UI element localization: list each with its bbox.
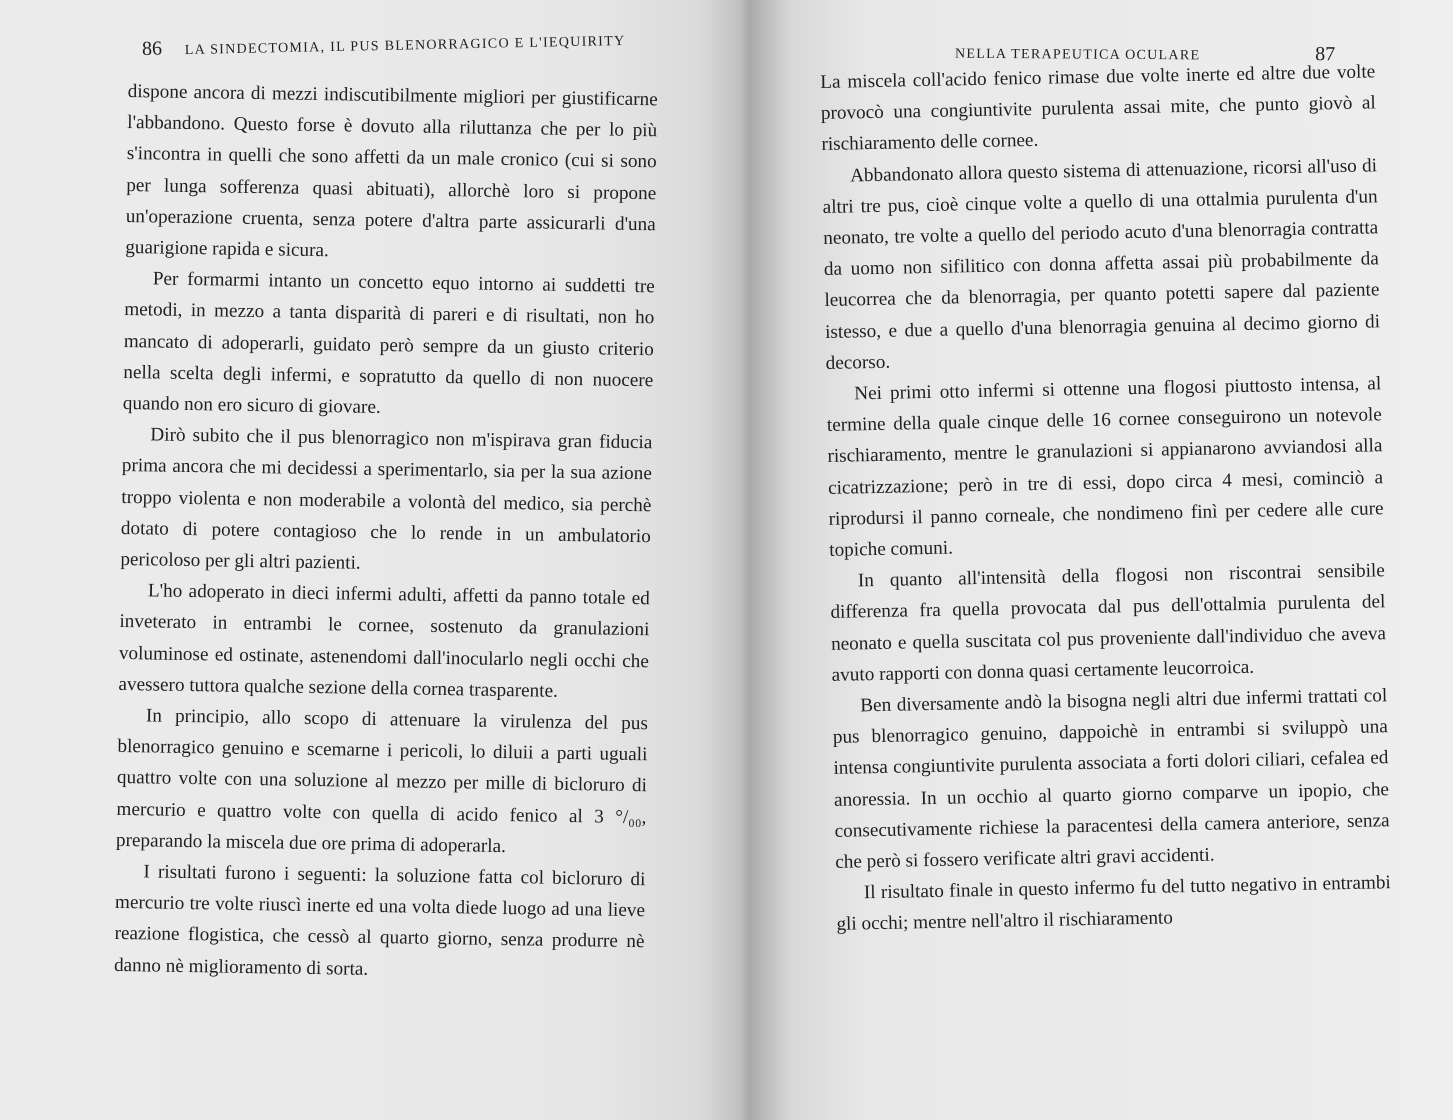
left-paragraph-2: Per formarmi intanto un concetto equo intorno ai suddetti tre metodi, in mezzo a tanta disparità di pareri e di risultati, non ho mancato di adoperarli, guidato però sempre da un giusto criterio nella scelta degli infermi, e sopratutto da quello di non nuocere quando non ero sicuro di giovare. bbox=[122, 268, 655, 419]
right-paragraph-3: Nei primi otto infermi si ottenne una flogosi piuttosto intensa, al termine della quale cinque delle 16 cornee conseguirono un notevole rischiaramento, mentre le granulazioni si appianarono avviandosi alla cicatrizzazione; però in tre di essi, dopo circa 4 mesi, cominciò a riprodursi il panno corneale, che nondimeno finì per cedere alle cure topiche comuni. bbox=[826, 373, 1384, 561]
left-paragraph-6: I risultati furono i seguenti: la soluzione fatta col bicloruro di mercurio tre volte riuscì inerte ed una volta diede luogo ad una lieve reazione flogistica, che cessò al quarto giorno, senza produrre nè danno nè miglioramento di sorta. bbox=[113, 861, 646, 980]
left-paragraph-4: L'ho adoperato in dieci infermi adulti, affetti da panno totale ed inveterato in entrambi le cornee, sostenuto da granulazioni voluminose ed ostinate, astenendomi dall'inocularlo negli occhi che avessero tuttora qualche sezione della cornea trasparente. bbox=[118, 580, 651, 702]
left-page-body bbox=[114, 76, 658, 989]
right-page-body bbox=[820, 56, 1392, 940]
left-page bbox=[0, 0, 726, 1120]
left-paragraph-3: Dirò subito che il pus blenorragico non m'ispirava gran fiducia prima ancora che mi decidessi a sperimentarlo, sia per la sua azione troppo violenta e non moderabile a volontà del medico, sia perchè dotato di potere contagioso che lo rende in un ambulatorio pericoloso per gli altri pazienti. bbox=[120, 424, 653, 574]
right-page bbox=[760, 0, 1453, 1120]
left-paragraph-5: In principio, allo scopo di attenuare la virulenza del pus blenorragico genuino e scemarne i pericoli, lo diluii a parti uguali quattro volte con una soluzione al mezzo per mille di bicloruro di mercurio e quattro volte con quella di acido fenico al 3 °/₀₀, preparando la miscela due ore prima di adoperarla. bbox=[115, 705, 649, 857]
left-page-number: 86 bbox=[141, 37, 163, 60]
left-running-head-title: LA SINDECTOMIA, IL PUS BLENORRAGICO E L'IEQUIRITY bbox=[184, 33, 626, 59]
right-page-number: 87 bbox=[1315, 43, 1336, 66]
right-running-head-title: NELLA TERAPEUTICA OCULARE bbox=[954, 46, 1201, 64]
left-running-head bbox=[142, 28, 626, 61]
right-paragraph-5: Ben diversamente andò la bisogna negli altri due infermi trattati col pus blenorragico genuino, dappoichè in entrambi si sviluppò una intensa congiuntivite purulenta associata a forti dolori ciliari, cefalea ed anoressia. In un occhio al quarto giorno comparve un ipopio, che consecutivamente richiese la paracentesi della camera anteriore, senza che però si fossero verificate altri gravi accidenti. bbox=[832, 685, 1390, 873]
right-paragraph-1: La miscela coll'acido fenico rimase due volte inerte ed altre due volte provocò una congiuntivite purulenta assai mite, che punto giovò al rischiaramento delle cornee. bbox=[820, 61, 1376, 156]
left-paragraph-1: dispone ancora di mezzi indiscutibilmente migliori per giustificarne l'abbandono. Questo forse è dovuto alla riluttanza che per lo più s'incontra in quelli che sono affetti da un male cronico (cui si sono per lunga sofferenza quasi abituati), allorchè loro si propone un'operazione cruenta, senza potere d'altra parte assicurarli d'una guarigione rapida e sicura. bbox=[125, 80, 658, 262]
right-paragraph-4: In quanto all'intensità della flogosi non riscontrai sensibile differenza fra quella provocata dal pus dell'ottalmia purulenta del neonato e quella suscitata col pus proveniente dall'individuo che aveva avuto rapporti con donna quasi certamente leucorroica. bbox=[830, 560, 1387, 686]
right-paragraph-6: Il risultato finale in questo infermo fu del tutto negativo in entrambi gli occhi; mentre nell'altro il rischiaramento bbox=[836, 872, 1391, 936]
right-paragraph-2: Abbandonato allora questo sistema di attenuazione, ricorsi all'uso di altri tre pus, cioè cinque volte a quello di una ottalmia purulenta d'un neonato, tre volte a quello del periodo acuto d'una blenorragia contratta da uomo non sifilitico con donna affetta assai più probabilmente da leucorrea che da blenorragia, per quanto potetti sapere dal paziente istesso, e due a quello d'una blenorragia genuina al decimo giorno di decorso. bbox=[822, 154, 1381, 374]
